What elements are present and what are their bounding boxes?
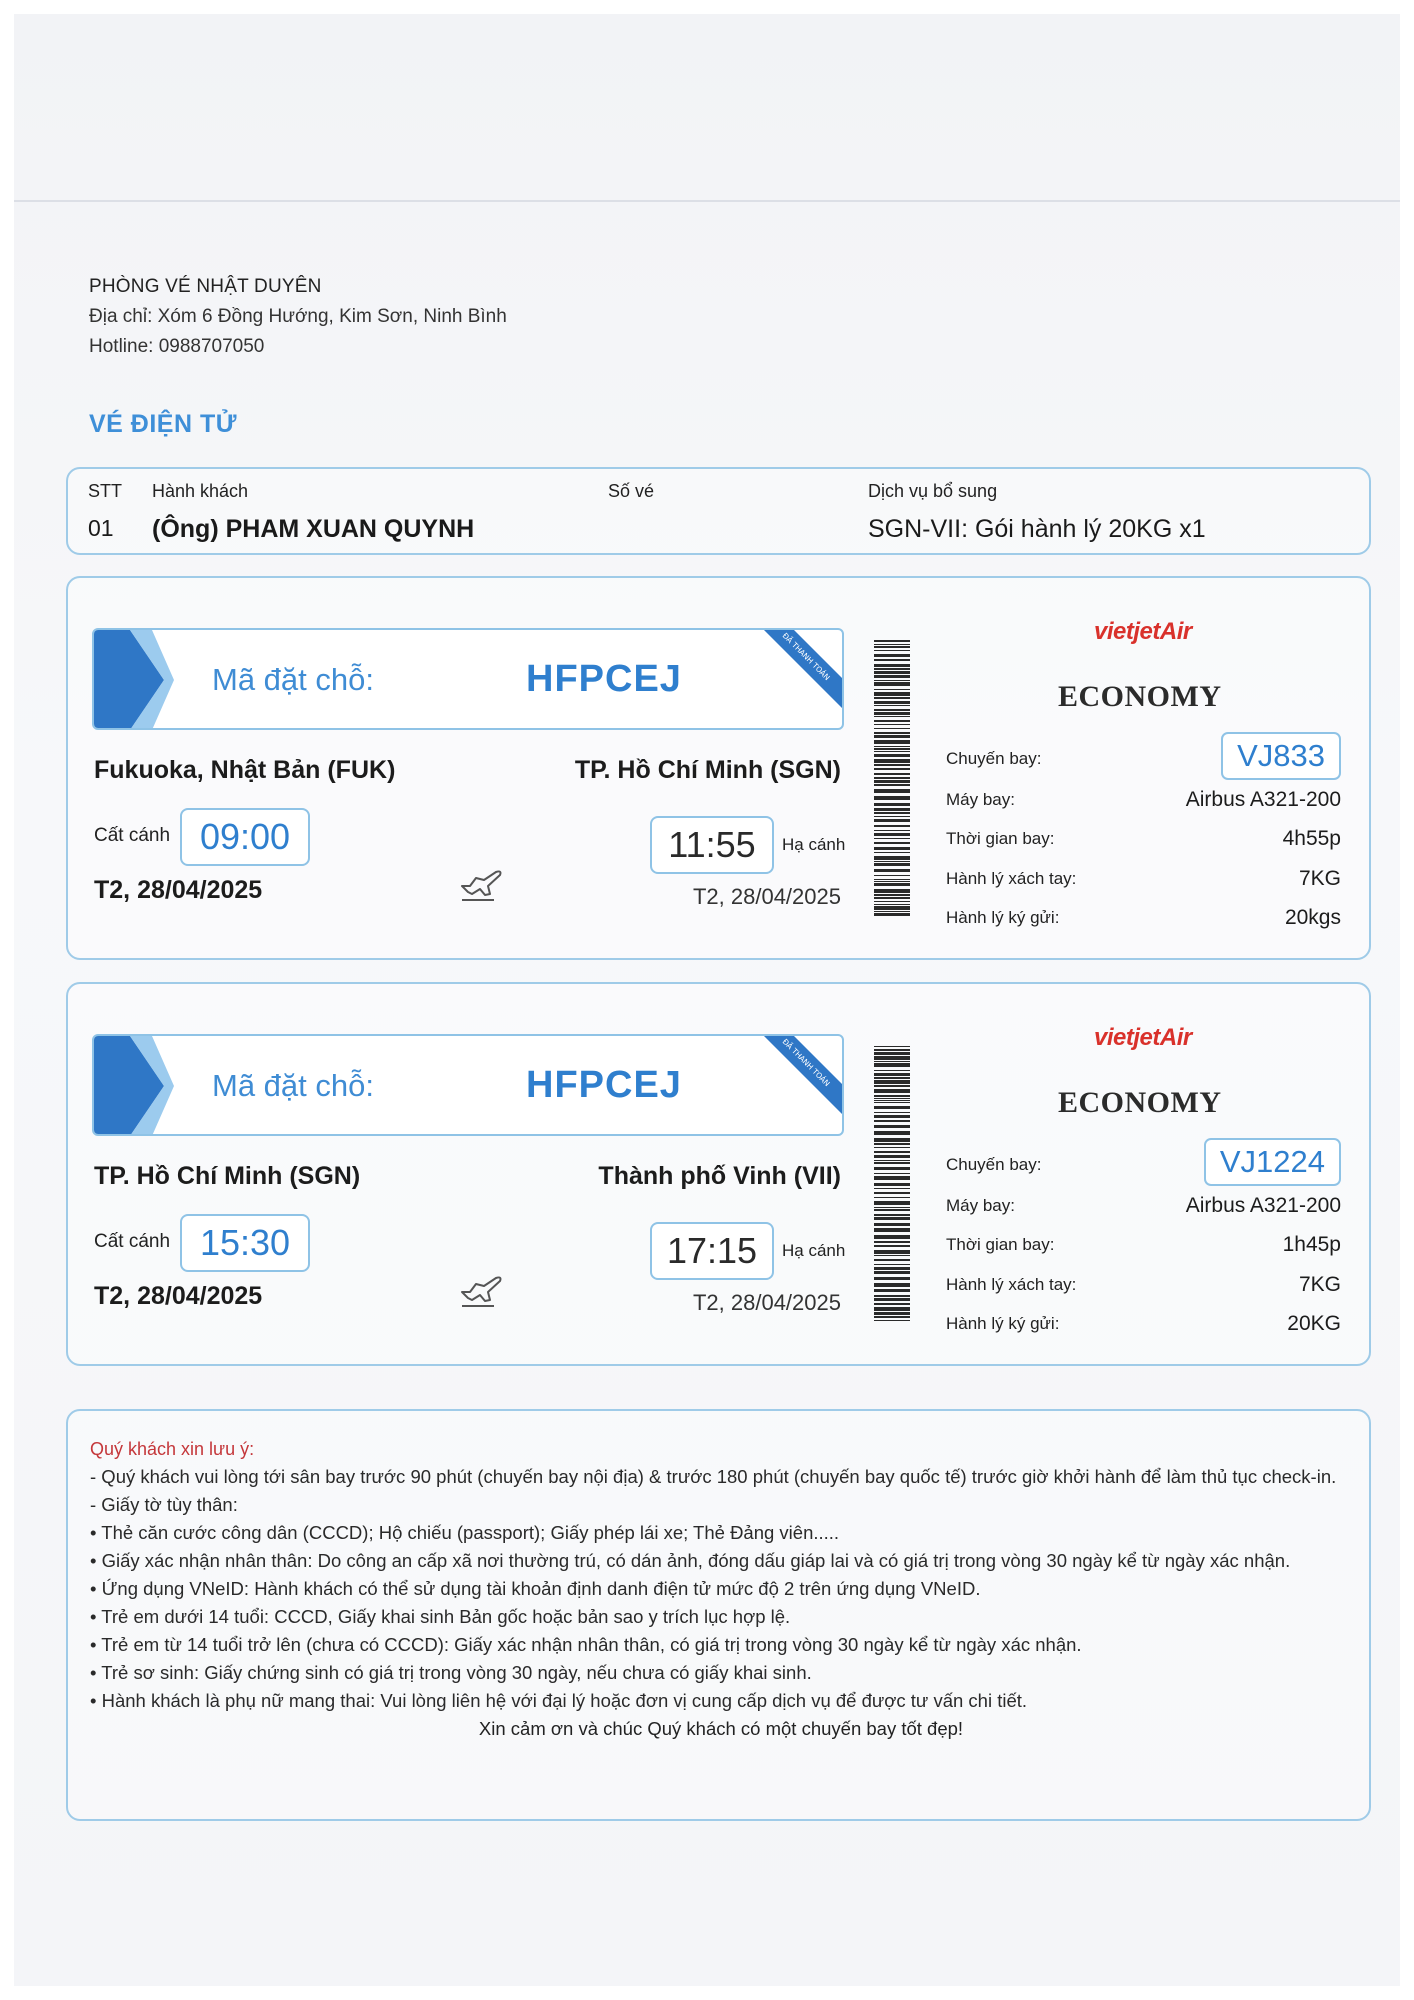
barcode-bar (874, 1106, 910, 1109)
barcode-bar (874, 650, 910, 651)
notes-line: • Trẻ em từ 14 tuổi trở lên (chưa có CCCD): Giấy xác nhận nhân thân, có giá trị trong vòng 30 ngày kể từ ngày xác nhận. (90, 1634, 1082, 1655)
flight-number-label: Chuyến bay: (946, 1155, 1042, 1174)
checked-bag-value: 20kgs (1284, 906, 1341, 929)
booking-code-box (92, 628, 844, 730)
notes-closing: Xin cảm ơn và chúc Quý khách có một chuyến bay tốt đẹp! (478, 1718, 964, 1739)
barcode-bar (874, 1214, 910, 1216)
departure-time: 09:00 (180, 808, 310, 866)
barcode-bar (874, 1098, 910, 1099)
barcode-bar (874, 697, 910, 699)
checked-bag-label: Hành lý ký gửi: (946, 908, 1060, 927)
barcode-bar (874, 1052, 910, 1055)
aircraft-label: Máy bay: (946, 1196, 1015, 1215)
departure-label: Cất cánh (94, 1231, 171, 1252)
barcode-bar (874, 664, 910, 667)
barcode-bar (874, 1250, 910, 1254)
barcode-bar (874, 746, 910, 747)
notes-title: Quý khách xin lưu ý: (90, 1439, 255, 1459)
barcode-bar (874, 1320, 910, 1321)
barcode-bar (874, 784, 910, 786)
cabin-class: ECONOMY (1058, 1086, 1222, 1119)
barcode-bar (874, 894, 910, 896)
booking-code-value: HFPCEJ (526, 1064, 682, 1106)
passenger-table (66, 467, 1371, 555)
barcode-bar (874, 816, 910, 817)
chevron-arrow-icon (94, 1036, 174, 1136)
arrival-city: TP. Hồ Chí Minh (SGN) (574, 756, 841, 784)
paid-stamp-text: ĐÃ THANH TOÁN (780, 1037, 832, 1089)
notes-line: • Ứng dụng VNeID: Hành khách có thể sử dụng tài khoản định danh điện tử mức độ 2 trên ứng dụng VNeID. (90, 1578, 981, 1599)
barcode-bar (874, 640, 910, 642)
barcode-bar (874, 1235, 910, 1239)
notes-line: - Quý khách vui lòng tới sân bay trước 90 phút (chuyến bay nội địa) & trước 180 phút (chuyến bay quốc tế) trước giờ khởi hành để làm thủ tục check-in. (90, 1466, 1337, 1487)
barcode-bar (874, 842, 910, 844)
chevron-arrow-icon (94, 630, 174, 730)
barcode-bar (874, 1138, 910, 1142)
booking-code-label: Mã đặt chỗ: (212, 662, 374, 697)
airplane-icon (458, 864, 504, 904)
notes-panel (66, 1409, 1371, 1821)
barcode-bar (874, 654, 910, 657)
barcode-bar (874, 724, 910, 725)
carry-on-value: 7KG (1298, 1273, 1341, 1296)
agency-header (89, 276, 507, 358)
barcode-bar (874, 883, 910, 886)
barcode-bar (874, 751, 910, 752)
barcode-bar (874, 819, 910, 822)
barcode-bar (874, 720, 910, 722)
barcode-bar (874, 671, 910, 674)
departure-label: Cất cánh (94, 825, 171, 846)
duration-value: 1h45p (1282, 1233, 1341, 1256)
barcode-bar (874, 838, 910, 839)
agency-name: PHÒNG VÉ NHẬT DUYÊN (89, 276, 322, 297)
barcode-bar (874, 1303, 910, 1305)
barcode-bar (874, 1120, 910, 1122)
checked-bag-label: Hành lý ký gửi: (946, 1314, 1060, 1333)
barcode-bar (874, 754, 910, 757)
barcode-bar (874, 1255, 910, 1256)
barcode-bar (874, 789, 910, 793)
row-passenger-name: (Ông) PHAM XUAN QUYNH (152, 515, 475, 543)
barcode-bar (874, 1131, 910, 1135)
carry-on-label: Hành lý xách tay: (946, 1275, 1077, 1294)
departure-city: TP. Hồ Chí Minh (SGN) (94, 1162, 361, 1190)
barcode-bar (874, 1070, 910, 1071)
airplane-icon (458, 1270, 504, 1310)
barcode-bar (874, 1289, 910, 1292)
barcode-bar (874, 1115, 910, 1118)
barcode-bar (874, 1209, 910, 1211)
row-extra-service: SGN-VII: Gói hành lý 20KG x1 (868, 515, 1206, 543)
barcode-bar (874, 1176, 910, 1180)
eticket-title: VÉ ĐIỆN TỬ (89, 410, 237, 438)
barcode-bar (874, 1298, 910, 1301)
barcode (874, 640, 910, 916)
barcode-bar (874, 689, 910, 690)
arrival-time: 11:55 (650, 816, 774, 874)
barcode-bar (874, 768, 910, 770)
departure-time: 15:30 (180, 1214, 310, 1272)
barcode-bar (874, 808, 910, 811)
barcode-bar (874, 1183, 910, 1186)
barcode-bar (874, 1162, 910, 1164)
arrival-time: 17:15 (650, 1222, 774, 1280)
barcode-bar (874, 879, 910, 880)
barcode-bar (874, 709, 910, 711)
notes-body (90, 1435, 1352, 1743)
barcode-bar (874, 1295, 910, 1297)
barcode-bar (874, 904, 910, 905)
barcode-bar (874, 1100, 910, 1101)
barcode-bar (874, 1217, 910, 1220)
barcode-bar (874, 1228, 910, 1232)
paid-stamp-text: ĐÃ THANH TOÁN (780, 631, 832, 683)
airline-logo: vietjetAir (1094, 1024, 1192, 1051)
barcode-bar (874, 1316, 910, 1318)
barcode-bar (874, 852, 910, 853)
arrival-label: Hạ cánh (782, 835, 846, 854)
flight-number-label: Chuyến bay: (946, 749, 1042, 768)
departure-date: T2, 28/04/2025 (94, 1282, 263, 1310)
barcode-bar (874, 1201, 910, 1205)
aircraft-label: Máy bay: (946, 790, 1015, 809)
airline-logo: vietjetAir (1094, 618, 1192, 645)
barcode-bar (874, 812, 910, 814)
carry-on-value: 7KG (1298, 867, 1341, 890)
barcode-bar (874, 1283, 910, 1287)
barcode-bar (874, 1192, 910, 1194)
barcode-bar (874, 847, 910, 850)
barcode-bar (874, 1125, 910, 1128)
header-passenger: Hành khách (152, 481, 249, 501)
flight-number: VJ1224 (1204, 1138, 1341, 1186)
barcode-bar (874, 1073, 910, 1076)
barcode-bar (874, 1077, 910, 1079)
checked-bag-value: 20KG (1287, 1312, 1341, 1335)
barcode-bar (874, 716, 910, 717)
barcode-bar (874, 1061, 910, 1062)
barcode-bar (874, 1080, 910, 1084)
barcode-bar (874, 705, 910, 706)
notes-line: • Thẻ căn cước công dân (CCCD); Hộ chiếu (passport); Giấy phép lái xe; Thẻ Đảng viên..... (90, 1522, 840, 1543)
barcode-bar (874, 881, 910, 882)
flight-number: VJ833 (1221, 732, 1341, 780)
arrival-date: T2, 28/04/2025 (692, 884, 841, 909)
barcode-bar (874, 833, 910, 836)
barcode-bar (874, 1245, 910, 1247)
header-ticket-no: Số vé (608, 481, 655, 501)
paper-fold-line (14, 200, 1400, 202)
barcode-bar (874, 692, 910, 696)
barcode-bar (874, 1112, 910, 1113)
barcode-bar (874, 906, 910, 910)
barcode-bar (874, 796, 910, 800)
barcode-bar (874, 825, 910, 827)
barcode (874, 1046, 910, 1322)
barcode-bar (874, 803, 910, 806)
agency-hotline: Hotline: 0988707050 (89, 336, 265, 357)
barcode-bar (874, 675, 910, 678)
barcode-bar (874, 1271, 910, 1274)
flight-card-2 (66, 982, 1371, 1366)
barcode-bar (874, 759, 910, 763)
barcode-bar (874, 712, 910, 715)
barcode-bar (874, 1207, 910, 1208)
notes-line: - Giấy tờ tùy thân: (90, 1494, 238, 1515)
barcode-bar (874, 830, 910, 831)
barcode-bar (874, 1277, 910, 1280)
barcode-bar (874, 773, 910, 775)
barcode-bar (874, 728, 910, 729)
cabin-class: ECONOMY (1058, 680, 1222, 713)
agency-address: Địa chỉ: Xóm 6 Đồng Hướng, Kim Sơn, Ninh Bình (89, 306, 507, 327)
barcode-bar (874, 748, 910, 750)
booking-code-value: HFPCEJ (526, 658, 682, 700)
barcode-bar (874, 1259, 910, 1261)
barcode-bar (874, 1188, 910, 1189)
notes-line: • Trẻ sơ sinh: Giấy chứng sinh có giá trị trong vòng 30 ngày, nếu chưa có giấy khai sinh. (90, 1662, 812, 1683)
notes-line: • Hành khách là phụ nữ mang thai: Vui lòng liên hệ với đại lý hoặc đơn vị cung cấp dịch vụ để được tư vấn chi tiết. (90, 1690, 1028, 1711)
barcode-bar (874, 764, 910, 766)
barcode-bar (874, 701, 910, 704)
barcode-bar (874, 913, 910, 916)
barcode-bar (874, 740, 910, 744)
barcode-bar (874, 1089, 910, 1093)
barcode-bar (874, 1223, 910, 1226)
arrival-label: Hạ cánh (782, 1241, 846, 1260)
barcode-bar (874, 1173, 910, 1174)
barcode-bar (874, 856, 910, 860)
paid-ribbon (738, 1034, 844, 1136)
barcode-bar (874, 1151, 910, 1153)
barcode-bar (874, 1102, 910, 1103)
barcode-bar (874, 1312, 910, 1315)
barcode-bar (874, 659, 910, 661)
barcode-bar (874, 875, 910, 876)
barcode-bar (874, 735, 910, 738)
barcode-bar (874, 861, 910, 862)
notes-line: • Giấy xác nhận nhân thân: Do công an cấp xã nơi thường trú, có dán ảnh, đóng dấu giáp lai và có giá trị trong vòng 30 ngày kể từ ngày xác nhận. (90, 1550, 1291, 1571)
booking-code-box (92, 1034, 844, 1136)
departure-city: Fukuoka, Nhật Bản (FUK) (94, 756, 396, 784)
barcode-bar (874, 1085, 910, 1087)
barcode-bar (874, 1046, 910, 1047)
departure-date: T2, 28/04/2025 (94, 876, 263, 904)
barcode-bar (874, 777, 910, 779)
barcode-bar (874, 682, 910, 686)
barcode-bar (874, 1155, 910, 1158)
paid-ribbon (738, 628, 844, 730)
barcode-bar (874, 668, 910, 670)
barcode-bar (874, 1063, 910, 1067)
barcode-bar (874, 732, 910, 734)
barcode-bar (874, 897, 910, 899)
duration-label: Thời gian bay: (946, 1235, 1055, 1254)
barcode-bar (874, 1167, 910, 1170)
barcode-bar (874, 1095, 910, 1097)
barcode-bar (874, 644, 910, 645)
barcode-bar (874, 1147, 910, 1148)
flight-card-1 (66, 576, 1371, 960)
header-extra-service: Dịch vụ bổ sung (868, 481, 998, 501)
duration-value: 4h55p (1282, 827, 1341, 850)
barcode-bar (874, 1143, 910, 1145)
arrival-date: T2, 28/04/2025 (692, 1290, 841, 1315)
barcode-bar (874, 1056, 910, 1060)
row-stt: 01 (88, 515, 114, 541)
duration-label: Thời gian bay: (946, 829, 1055, 848)
barcode-bar (874, 863, 910, 866)
barcode-bar (874, 1307, 910, 1311)
barcode-bar (874, 1049, 910, 1051)
barcode-bar (874, 1241, 910, 1243)
barcode-bar (874, 646, 910, 648)
notes-line: • Trẻ em dưới 14 tuổi: CCCD, Giấy khai sinh Bản gốc hoặc bản sao y trích lục hợp lệ. (90, 1606, 791, 1627)
barcode-bar (874, 1264, 910, 1265)
barcode-bar (874, 869, 910, 872)
booking-code-label: Mã đặt chỗ: (212, 1068, 374, 1103)
barcode-bar (874, 1267, 910, 1270)
barcode-bar (874, 911, 910, 912)
barcode-bar (874, 780, 910, 783)
aircraft-value: Airbus A321-200 (1185, 788, 1341, 811)
barcode-bar (874, 901, 910, 902)
aircraft-value: Airbus A321-200 (1185, 1194, 1341, 1217)
carry-on-label: Hành lý xách tay: (946, 869, 1077, 888)
barcode-bar (874, 1160, 910, 1161)
barcode-bar (874, 889, 910, 893)
barcode-bar (874, 680, 910, 681)
header-stt: STT (88, 481, 122, 501)
barcode-bar (874, 1197, 910, 1198)
arrival-city: Thành phố Vinh (VII) (598, 1162, 841, 1190)
